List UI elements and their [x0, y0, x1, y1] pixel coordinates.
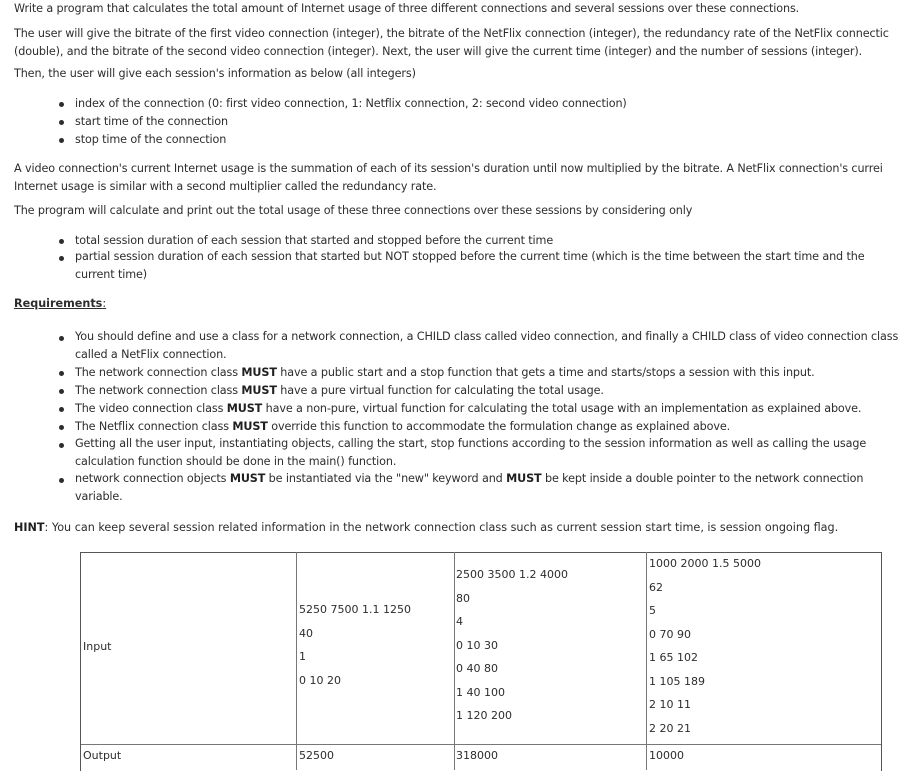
requirement-text: network connection objects [75, 472, 230, 485]
intro-line-3: (double), and the bitrate of the second video connection (integer). Next, the user will give the current time (integer) and the number of sessions (integer). [14, 45, 863, 58]
intro-line-1: Write a program that calculates the total amount of Internet usage of three different connections and several sessions over these connections. [14, 2, 800, 15]
requirements-colon: : [102, 297, 107, 310]
input-line: 1 [299, 650, 306, 663]
input-line: 1 120 200 [456, 709, 512, 722]
requirement-text: have a pure virtual function for calculating the total usage. [276, 384, 604, 397]
requirement-text: The network connection class [75, 366, 242, 379]
requirement-text: have a non-pure, virtual function for calculating the total usage with an implementation as explained above. [262, 402, 862, 415]
usage-line-1: A video connection's current Internet usage is the summation of each of its session's duration until now multiplied by the bitrate. A NetFlix connection's currei [14, 162, 883, 175]
requirement-text: The network connection class [75, 384, 242, 397]
output-cell-2: 318000 [456, 749, 498, 762]
requirements-heading-text: Requirements [14, 297, 103, 310]
requirement-text: Getting all the user input, instantiating objects, calling the start, stop functions according to the session information as well as calling the usage calculation function should be done in the main() function. [75, 437, 867, 468]
requirement-text: be instantiated via the "new" keyword and [265, 472, 507, 485]
list-item [75, 328, 901, 364]
input-cell-1 [299, 598, 411, 692]
usage-line-3: The program will calculate and print out the total usage of these three connections over these sessions by considering only [14, 204, 693, 217]
input-line: 0 70 90 [649, 627, 691, 641]
list-item [75, 420, 901, 433]
table-divider [454, 552, 455, 770]
requirement-emphasis: MUST [241, 366, 277, 379]
list-item: total session duration of each session that started and stopped before the current time [75, 234, 554, 247]
list-item [75, 470, 901, 506]
requirement-text: override this function to accommodate the formulation change as explained above. [267, 420, 731, 433]
requirement-emphasis: MUST [226, 402, 263, 415]
hint-label: HINT [14, 521, 45, 534]
requirement-emphasis: MUST [241, 384, 277, 397]
bullet-icon [59, 336, 64, 341]
list-item: partial session duration of each session that started but NOT stopped before the current time (which is the time between the start time and the current time) [75, 250, 865, 281]
output-cell-3: 10000 [649, 749, 684, 762]
row-label-input: Input [83, 640, 112, 653]
bullet-icon [59, 138, 64, 143]
bullet-icon [59, 425, 64, 430]
input-line: 0 40 80 [456, 662, 498, 675]
bullet-icon [59, 371, 64, 376]
hint-text [14, 521, 838, 534]
list-item [75, 366, 901, 379]
input-line: 1 40 100 [456, 685, 505, 699]
bullet-icon [59, 478, 64, 483]
requirement-text: be kept inside a double pointer to the network connection variable. [75, 472, 864, 503]
requirements-heading [14, 297, 106, 310]
input-line: 40 [299, 626, 313, 640]
intro-line-4: Then, the user will give each session's information as below (all integers) [14, 67, 416, 80]
table-divider [81, 744, 881, 745]
usage-line-2: Internet usage is similar with a second multiplier called the redundancy rate. [14, 180, 437, 193]
input-line: 0 10 20 [299, 673, 341, 687]
requirement-emphasis: MUST [229, 472, 266, 485]
input-line: 1 65 102 [649, 651, 698, 664]
input-line: 1000 2000 1.5 5000 [649, 557, 761, 570]
input-cell-2 [456, 563, 568, 728]
input-line: 2500 3500 1.2 4000 [456, 568, 568, 581]
input-line: 2 10 11 [649, 698, 691, 711]
list-item [75, 402, 901, 415]
row-label-output: Output [83, 749, 122, 762]
list-item: stop time of the connection [75, 133, 227, 146]
list-item: start time of the connection [75, 115, 228, 128]
list-item [75, 384, 901, 397]
bullet-icon [59, 256, 64, 261]
bullet-icon [59, 120, 64, 125]
requirement-text: The video connection class [75, 402, 227, 415]
bullet-icon [59, 389, 64, 394]
table-divider [296, 552, 297, 770]
input-line: 80 [456, 591, 470, 605]
bullet-icon [59, 407, 64, 412]
requirement-text: You should define and use a class for a network connection, a CHILD class called video connection, and finally a CHILD class of video connection class called a NetFlix connection. [75, 330, 899, 361]
requirement-emphasis: MUST [506, 472, 542, 485]
bullet-icon [59, 443, 64, 448]
list-item: index of the connection (0: first video connection, 1: Netflix connection, 2: second video connection) [75, 97, 627, 110]
output-cell-1: 52500 [299, 749, 334, 762]
input-line: 2 20 21 [649, 721, 691, 735]
bullet-icon [59, 102, 64, 107]
input-line: 5250 7500 1.1 1250 [299, 603, 411, 616]
requirement-emphasis: MUST [232, 420, 268, 433]
input-line: 4 [456, 615, 463, 628]
hint-body: : You can keep several session related information in the network connection class such as current session start time, is session ongoing flag. [44, 521, 839, 534]
bullet-icon [59, 239, 64, 244]
requirement-text: The Netflix connection class [75, 420, 233, 433]
table-divider [646, 552, 647, 770]
input-line: 0 10 30 [456, 638, 498, 652]
list-item [75, 435, 901, 471]
input-line: 5 [649, 604, 656, 617]
input-cell-3 [649, 552, 761, 740]
input-line: 62 [649, 580, 663, 594]
requirement-text: have a public start and a stop function that gets a time and starts/stops a session with this input. [276, 366, 815, 379]
input-line: 1 105 189 [649, 674, 705, 688]
intro-line-2: The user will give the bitrate of the first video connection (integer), the bitrate of the NetFlix connection (integer), the redundancy rate of the NetFlix connectic [14, 27, 889, 40]
